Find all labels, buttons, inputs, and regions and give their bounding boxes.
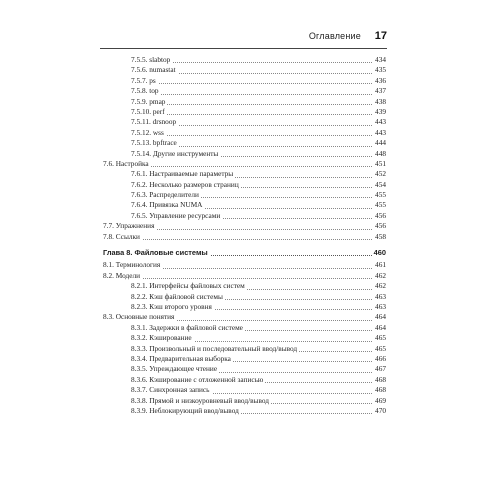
toc-entry-label: 7.6.2. Несколько размеров страниц — [131, 179, 239, 189]
toc-entry — [103, 232, 386, 242]
toc-entry-label: 7.5.5. slabtop — [131, 55, 171, 64]
toc-entry — [103, 55, 386, 65]
toc-entry-label: 7.7. Упражнения — [103, 221, 155, 231]
toc-entry-page: 466 — [375, 353, 386, 363]
toc-entry — [103, 364, 386, 374]
toc-entry — [103, 281, 386, 291]
toc-entry — [103, 312, 386, 322]
toc-entry-label: 8.3.6. Кэширование с отложенной записью — [131, 374, 264, 384]
toc-chapter-entry — [103, 248, 386, 258]
toc-entry-label: Глава 8. Файловые системы — [103, 248, 208, 258]
toc-entry — [103, 333, 386, 343]
toc-entry — [103, 107, 386, 117]
toc-entry-page: 460 — [373, 248, 386, 258]
toc-entry-page: 437 — [375, 86, 386, 96]
toc-entry-label: 7.6.5. Управление ресурсами — [131, 210, 221, 220]
toc-entry-label: 7.5.13. bpftrace — [131, 138, 177, 148]
toc-entry-page: 463 — [375, 301, 386, 311]
toc-entry — [103, 302, 386, 312]
dot-leader — [131, 135, 386, 136]
toc-entry-page: 436 — [375, 75, 386, 85]
toc-entry-label: 7.6.4. Привязка NUMA — [131, 200, 203, 210]
toc-entry — [103, 65, 386, 75]
header-title: Оглавление — [308, 31, 361, 41]
toc-entry — [103, 180, 386, 190]
dot-leader — [131, 114, 386, 115]
page-number: 17 — [374, 30, 387, 42]
toc-entry — [103, 323, 386, 333]
toc-entry-label: 8.2. Модели — [103, 270, 141, 280]
toc-entry — [103, 344, 386, 354]
toc-entry-page: 462 — [375, 270, 386, 280]
toc-entry — [103, 200, 386, 210]
toc-entry — [103, 169, 386, 179]
toc-entry — [103, 159, 386, 169]
toc-entry-label: 7.5.8. top — [131, 86, 159, 96]
toc-entry-label: 7.5.11. drsnoop — [131, 117, 177, 127]
toc-entry-page: 439 — [375, 106, 386, 116]
toc-entry-page: 467 — [375, 364, 386, 374]
toc-entry-page: 468 — [375, 374, 386, 384]
toc-entry-page: 465 — [375, 333, 386, 343]
toc-entry-label: 7.5.14. Другие инструменты — [131, 148, 219, 158]
toc-entry-page: 461 — [375, 260, 386, 270]
toc-entry — [103, 76, 386, 86]
toc-entry-page: 464 — [375, 322, 386, 332]
toc-entry-label: 7.8. Ссылки — [103, 231, 140, 241]
toc-entry-page: 458 — [375, 231, 386, 241]
toc-entry — [103, 271, 386, 281]
toc-entry-page: 468 — [375, 385, 386, 395]
toc-entry-label: 8.3.8. Прямой и низкоуровневый ввод/вывод — [131, 395, 270, 405]
toc-entry — [103, 97, 386, 107]
toc-entry — [103, 149, 386, 159]
toc-entry-label: 7.5.7. ps — [131, 75, 156, 85]
dot-leader — [131, 83, 386, 84]
toc-entry-page: 455 — [375, 190, 386, 200]
toc-entry-label: 8.1. Терминология — [103, 260, 161, 270]
toc-entry-label: 7.6.3. Распределители — [131, 190, 199, 200]
toc-entry — [103, 354, 386, 364]
toc-entry-page: 463 — [375, 291, 386, 301]
toc-entry-page: 448 — [375, 148, 386, 158]
toc-entry-page: 452 — [375, 169, 386, 179]
running-header — [100, 31, 387, 45]
dot-leader — [103, 278, 386, 279]
toc-entry-label: 7.5.6. numastat — [131, 65, 176, 75]
toc-entry-page: 462 — [375, 281, 386, 291]
toc-entry — [103, 128, 386, 138]
toc-entry-label: 8.2.2. Кэш файловой системы — [131, 291, 223, 301]
toc-entry-page: 443 — [375, 117, 386, 127]
toc-entry-page: 451 — [375, 158, 386, 168]
toc-entry-page: 455 — [375, 200, 386, 210]
header-rule — [100, 48, 387, 49]
toc-entry-page: 464 — [375, 312, 386, 322]
toc-entry-label: 8.3.7. Синхронная запись — [131, 385, 210, 395]
toc-entry — [103, 292, 386, 302]
toc-entry-label: 8.3.5. Упреждающее чтение — [131, 364, 218, 374]
toc-entry — [103, 260, 386, 270]
toc-entry-page: 435 — [375, 65, 386, 75]
dot-leader — [131, 104, 386, 105]
dot-leader — [131, 94, 386, 95]
toc-entry — [103, 221, 386, 231]
toc-entry-label: 8.3. Основные понятия — [103, 312, 175, 322]
toc-entry-label: 8.3.4. Предварительная выборка — [131, 353, 231, 363]
table-of-contents — [103, 55, 386, 416]
toc-entry — [103, 406, 386, 416]
toc-entry-page: 443 — [375, 127, 386, 137]
toc-entry-label: 7.5.12. wss — [131, 127, 164, 137]
toc-entry-label: 8.3.3. Произвольный и последовательный ввод/вывод — [131, 343, 298, 353]
toc-entry-page: 444 — [375, 138, 386, 148]
toc-entry-page: 465 — [375, 343, 386, 353]
dot-leader — [103, 239, 386, 240]
toc-entry-label: 7.5.10. perf — [131, 106, 165, 116]
toc-entry — [103, 385, 386, 395]
toc-entry-label: 8.2.1. Интерфейсы файловых систем — [131, 281, 245, 291]
toc-entry-page: 456 — [375, 210, 386, 220]
toc-entry — [103, 375, 386, 385]
toc-entry-label: 7.6. Настройка — [103, 158, 149, 168]
toc-entry-label: 7.5.9. pmap — [131, 96, 166, 106]
toc-entry-label: 8.3.1. Задержки в файловой системе — [131, 322, 243, 332]
toc-entry-label: 8.2.3. Кэш второго уровня — [131, 301, 212, 311]
toc-entry-page: 434 — [375, 55, 386, 64]
toc-entry-label: 8.3.9. Неблокирующий ввод/вывод — [131, 405, 239, 415]
toc-entry-page: 438 — [375, 96, 386, 106]
toc-entry-label: 8.3.2. Кэширование — [131, 333, 192, 343]
toc-entry — [103, 117, 386, 127]
toc-entry — [103, 138, 386, 148]
toc-entry — [103, 86, 386, 96]
toc-entry-page: 456 — [375, 221, 386, 231]
toc-entry-label: 7.6.1. Настраиваемые параметры — [131, 169, 234, 179]
toc-entry-page: 469 — [375, 395, 386, 405]
toc-entry-page: 470 — [375, 405, 386, 415]
toc-entry — [103, 396, 386, 406]
toc-entry-page: 454 — [375, 179, 386, 189]
toc-entry — [103, 190, 386, 200]
toc-entry — [103, 211, 386, 221]
